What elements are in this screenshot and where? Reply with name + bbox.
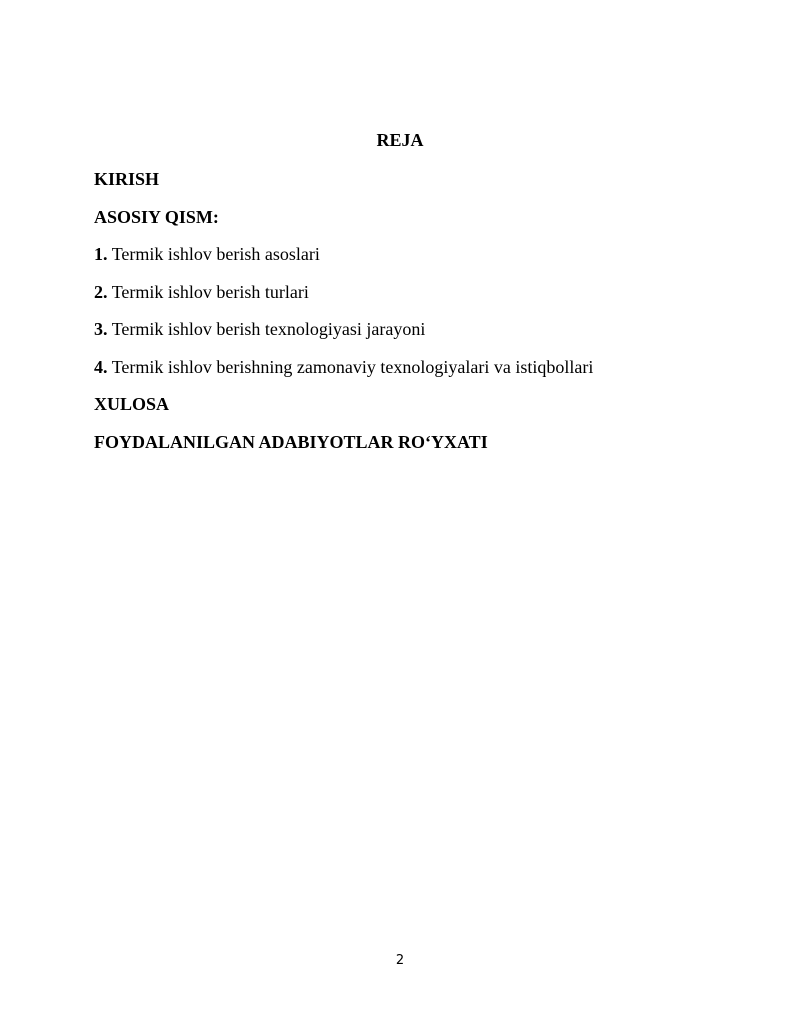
toc-item-number: 2. <box>94 281 108 302</box>
toc-item <box>94 316 734 354</box>
toc-item-text: Termik ishlov berish turlari <box>111 281 309 302</box>
toc-item-text: Termik ishlov berish texnologiyasi jarayoni <box>111 319 426 339</box>
toc-item <box>94 354 734 392</box>
toc-item-number: 1. <box>94 244 108 264</box>
page-title: REJA <box>376 130 424 150</box>
table-of-contents <box>94 166 734 466</box>
toc-item-number: 4. <box>94 356 108 377</box>
toc-conclusion: XULOSA <box>94 394 170 414</box>
toc-item <box>94 241 734 279</box>
toc-main-heading: ASOSIY QISM: <box>94 206 219 227</box>
toc-references: FOYDALANILGAN ADABIYOTLAR RO‘YXATI <box>94 431 488 452</box>
toc-item-text: Termik ishlov berishning zamonaviy texnologiyalari va istiqbollari <box>111 356 594 377</box>
toc-item-text: Termik ishlov berish asoslari <box>111 244 320 264</box>
toc-intro: KIRISH <box>94 169 160 189</box>
toc-item <box>94 279 734 317</box>
page-number: 2 <box>395 953 405 968</box>
toc-item-number: 3. <box>94 319 108 339</box>
